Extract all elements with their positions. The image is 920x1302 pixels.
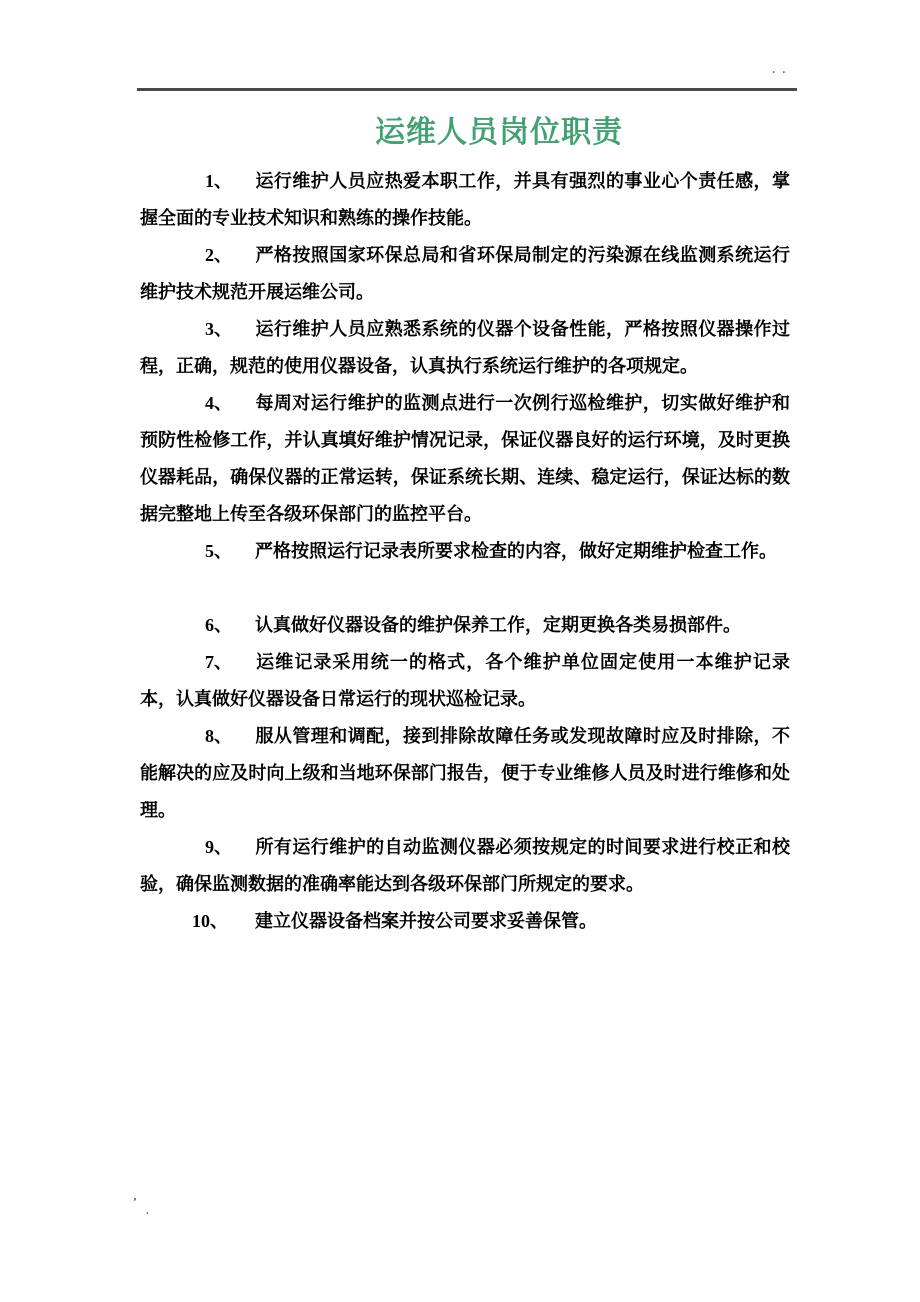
- list-item-10: [140, 903, 790, 940]
- item-number: 1、: [205, 171, 232, 191]
- list-item-8: [140, 718, 790, 829]
- list-item-1: [140, 163, 790, 237]
- page-title: 运维人员岗位职责: [375, 116, 623, 149]
- item-number: 4、: [205, 393, 232, 413]
- item-number: 3、: [205, 319, 232, 339]
- item-text: 建立仪器设备档案并按公司要求妥善保管。: [255, 911, 597, 931]
- item-text: 运维记录采用统一的格式，各个维护单位固定使用一本维护记录本，认真做好仪器设备日常运行的现状巡检记录。: [140, 652, 790, 709]
- list-item-5: [140, 533, 790, 570]
- item-number: 6、: [205, 615, 232, 635]
- header-rule: [137, 88, 797, 91]
- item-text: 每周对运行维护的监测点进行一次例行巡检维护，切实做好维护和预防性检修工作，并认真填好维护情况记录，保证仪器良好的运行环境，及时更换仪器耗品，确保仪器的正常运转，保证系统长期、连续、稳定运行，保证达标的数据完整地上传至各级环保部门的监控平台。: [140, 393, 790, 524]
- item-text: 服从管理和调配，接到排除故障任务或发现故障时应及时排除，不能解决的应及时向上级和当地环保部门报告，便于专业维修人员及时进行维修和处理。: [140, 726, 790, 820]
- item-number: 10、: [192, 911, 228, 931]
- item-number: 9、: [205, 837, 232, 857]
- list-item-4: [140, 385, 790, 533]
- item-text: 严格按照国家环保总局和省环保局制定的污染源在线监测系统运行维护技术规范开展运维公司。: [140, 245, 790, 302]
- document-body: [140, 163, 790, 940]
- header-corner-marks: ..: [770, 62, 791, 76]
- item-text: 运行维护人员应熟悉系统的仪器个设备性能，严格按照仪器操作过程，正确，规范的使用仪器设备，认真执行系统运行维护的各项规定。: [140, 319, 790, 376]
- item-text: 运行维护人员应热爱本职工作，并具有强烈的事业心个责任感，掌握全面的专业技术知识和熟练的操作技能。: [140, 171, 790, 228]
- item-number: 8、: [205, 726, 232, 746]
- list-item-3: [140, 311, 790, 385]
- item-number: 2、: [205, 245, 232, 265]
- item-number: 7、: [205, 652, 232, 672]
- item-text: 所有运行维护的自动监测仪器必须按规定的时间要求进行校正和校验，确保监测数据的准确率能达到各级环保部门所规定的要求。: [140, 837, 790, 894]
- list-item-2: [140, 237, 790, 311]
- list-item-6: [140, 607, 790, 644]
- item-number: 5、: [205, 541, 232, 561]
- list-item-9: [140, 829, 790, 903]
- item-text: 认真做好仪器设备的维护保养工作，定期更换各类易损部件。: [255, 615, 741, 635]
- list-item-7: [140, 644, 790, 718]
- footer-stray-mark: .: [146, 1206, 149, 1217]
- item-text: 严格按照运行记录表所要求检查的内容，做好定期维护检查工作。: [255, 541, 777, 561]
- footer-stray-mark: ’: [133, 1196, 137, 1208]
